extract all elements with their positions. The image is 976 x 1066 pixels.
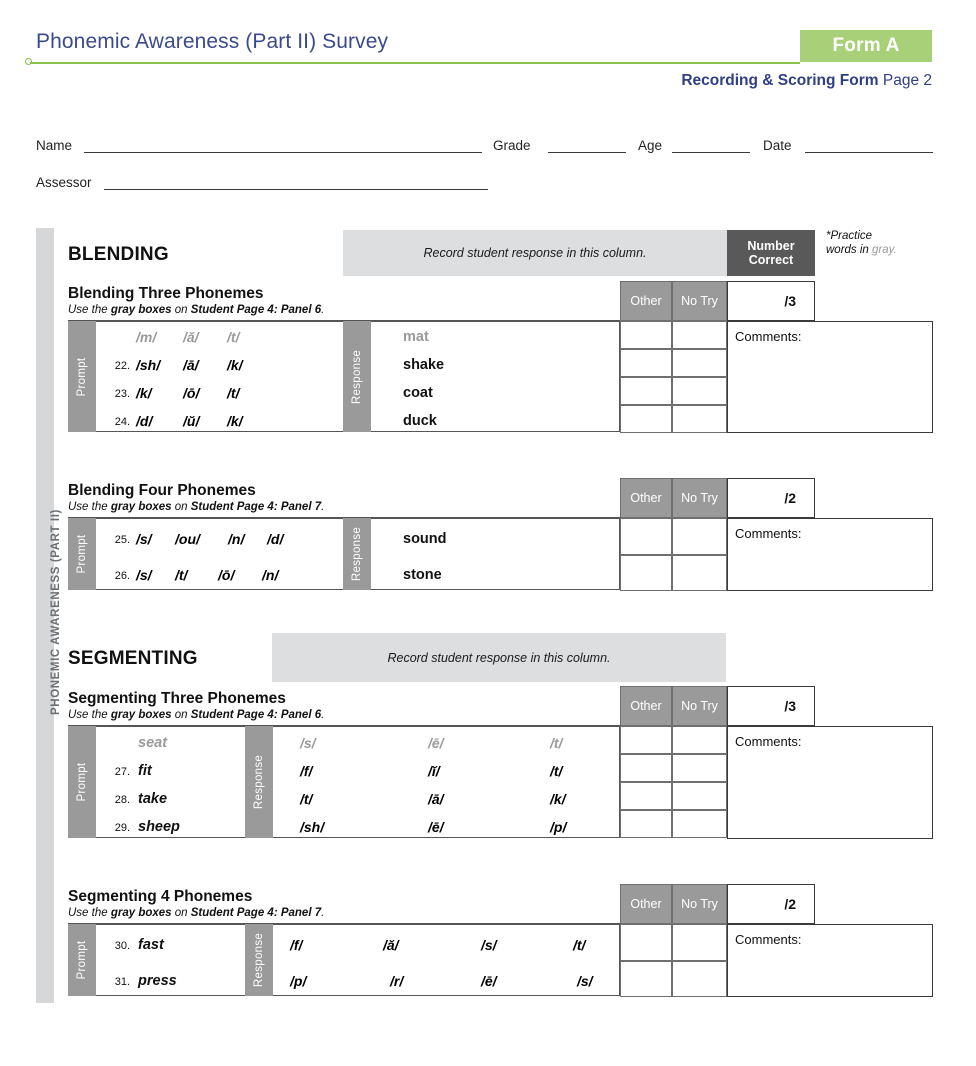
row-number: 24. — [114, 416, 130, 428]
prompt-word: fast — [138, 937, 164, 953]
phoneme: /f/ — [300, 763, 313, 779]
record-bar-blending — [343, 230, 727, 276]
checkbox-no-try[interactable] — [672, 810, 727, 838]
checkbox-other[interactable] — [620, 782, 672, 810]
checkbox-other[interactable] — [620, 754, 672, 782]
phoneme: /ē/ — [428, 735, 444, 751]
prompt-tab-label: Prompt — [76, 940, 88, 980]
phoneme: /ā/ — [183, 357, 199, 373]
name-input-line[interactable] — [84, 152, 482, 153]
label-age: Age — [638, 138, 663, 153]
response-word: sound — [403, 531, 447, 547]
row-number: 29. — [114, 822, 130, 834]
comments-label: Comments: — [735, 734, 802, 749]
row-number: 27. — [114, 766, 130, 778]
header-no-try-segmenting-four: No Try — [672, 884, 727, 924]
phoneme: /ĭ/ — [428, 763, 440, 779]
checkbox-other[interactable] — [620, 321, 672, 349]
prompt-tab-blending-three — [68, 321, 96, 432]
prompt-tab-blending-four — [68, 518, 96, 590]
note-pre: Use the — [68, 304, 111, 316]
section-side-tab — [36, 228, 62, 1003]
phoneme: /t/ — [175, 567, 188, 583]
practice-words-note — [826, 229, 897, 258]
note-bold-2: Student Page 4: Panel 6 — [190, 709, 322, 721]
number-correct-line1: Number — [747, 238, 795, 253]
checkbox-no-try[interactable] — [672, 321, 727, 349]
subsection-note-segmenting-four — [68, 907, 324, 919]
date-input-line[interactable] — [805, 152, 933, 153]
record-bar-segmenting — [272, 633, 726, 682]
note-bold-1: gray boxes — [110, 709, 172, 721]
comments-label: Comments: — [735, 329, 802, 344]
phoneme: /t/ — [550, 763, 563, 779]
note-mid: on — [171, 304, 191, 316]
note-mid: on — [171, 501, 191, 513]
phoneme: /k/ — [136, 385, 152, 401]
phoneme: /ou/ — [175, 531, 200, 547]
prompt-tab-label: Prompt — [76, 534, 88, 574]
header-other-segmenting-four: Other — [620, 884, 672, 924]
section-title-blending: BLENDING — [68, 244, 169, 265]
phoneme: /r/ — [390, 973, 404, 989]
phoneme: /s/ — [481, 937, 497, 953]
phoneme: /p/ — [290, 973, 307, 989]
phoneme: /t/ — [227, 329, 240, 345]
response-tab-label: Response — [351, 349, 363, 404]
subsection-note-blending-four — [68, 501, 324, 513]
phoneme: /ŭ/ — [183, 413, 200, 429]
response-tab-segmenting-four — [245, 924, 273, 996]
phoneme: /ă/ — [183, 329, 199, 345]
phoneme: /t/ — [227, 385, 240, 401]
prompt-word: take — [138, 791, 168, 807]
phoneme: /t/ — [550, 735, 563, 751]
form-badge: Form A — [800, 30, 932, 62]
phoneme: /k/ — [227, 413, 243, 429]
row-number: 25. — [114, 534, 130, 546]
section-title-segmenting: SEGMENTING — [68, 648, 198, 669]
header-no-try-segmenting-three: No Try — [672, 686, 727, 726]
checkbox-other[interactable] — [620, 349, 672, 377]
note-pre: Use the — [68, 907, 111, 919]
practice-note-gray: gray. — [872, 244, 897, 257]
practice-note-line1: *Practice — [826, 230, 873, 242]
row-number: 23. — [114, 388, 130, 400]
row-number: 30. — [114, 940, 130, 952]
header-no-try-blending-four: No Try — [672, 478, 727, 518]
phoneme: /ă/ — [383, 937, 399, 953]
phoneme: /ē/ — [428, 819, 444, 835]
checkbox-no-try[interactable] — [672, 405, 727, 433]
response-word: coat — [403, 385, 433, 401]
phoneme: /t/ — [573, 937, 586, 953]
checkbox-no-try[interactable] — [672, 924, 727, 961]
number-correct-header-blending — [727, 230, 815, 276]
checkbox-other[interactable] — [620, 726, 672, 754]
comments-label: Comments: — [735, 526, 802, 541]
header-no-try-blending-three: No Try — [672, 281, 727, 321]
checkbox-no-try[interactable] — [672, 555, 727, 591]
subsection-title-blending-three: Blending Three Phonemes — [68, 285, 264, 302]
response-word: shake — [403, 357, 445, 373]
phoneme: /s/ — [577, 973, 593, 989]
header-other-blending-four: Other — [620, 478, 672, 518]
note-end: . — [321, 304, 325, 316]
checkbox-other[interactable] — [620, 924, 672, 961]
note-pre: Use the — [68, 501, 111, 513]
response-tab-blending-three — [343, 321, 371, 432]
note-bold-1: gray boxes — [110, 304, 172, 316]
phoneme: /sh/ — [136, 357, 161, 373]
note-mid: on — [171, 907, 191, 919]
comments-label: Comments: — [735, 932, 802, 947]
score-box-blending-four[interactable]: /2 — [727, 478, 815, 518]
phoneme: /f/ — [290, 937, 303, 953]
note-bold-1: gray boxes — [110, 501, 172, 513]
label-assessor: Assessor — [36, 175, 92, 190]
prompt-tab-label: Prompt — [76, 762, 88, 802]
response-tab-label: Response — [253, 932, 265, 988]
checkbox-other[interactable] — [620, 810, 672, 838]
phoneme: /ō/ — [218, 567, 235, 583]
score-box-segmenting-four[interactable]: /2 — [727, 884, 815, 924]
phoneme: /n/ — [228, 531, 245, 547]
score-box-segmenting-three[interactable]: /3 — [727, 686, 815, 726]
phoneme: /ā/ — [428, 791, 444, 807]
header-page-number: Page 2 — [878, 72, 932, 89]
label-name: Name — [36, 138, 73, 153]
checkbox-other[interactable] — [620, 518, 672, 555]
phoneme: /sh/ — [300, 819, 325, 835]
phoneme: /ō/ — [183, 385, 200, 401]
prompt-word: fit — [138, 763, 152, 779]
note-bold-2: Student Page 4: Panel 6 — [190, 304, 322, 316]
checkbox-other[interactable] — [620, 555, 672, 591]
checkbox-other[interactable] — [620, 377, 672, 405]
note-bold-2: Student Page 4: Panel 7 — [190, 907, 322, 919]
practice-note-line2: words in — [826, 244, 873, 257]
response-word: duck — [403, 413, 437, 429]
note-mid: on — [171, 709, 191, 721]
header-rule — [30, 62, 800, 64]
note-end: . — [321, 907, 325, 919]
row-number: 22. — [114, 360, 130, 372]
age-input-line[interactable] — [672, 152, 750, 153]
response-word: stone — [403, 567, 442, 583]
checkbox-no-try[interactable] — [672, 349, 727, 377]
number-correct-line2: Correct — [748, 253, 794, 267]
record-bar-segmenting-text: Record student response in this column. — [387, 650, 611, 665]
phoneme: /p/ — [550, 819, 567, 835]
row-number: 31. — [114, 976, 130, 988]
prompt-tab-segmenting-three — [68, 726, 96, 838]
prompt-tab-label: Prompt — [76, 357, 88, 396]
phoneme: /d/ — [267, 531, 284, 547]
prompt-tab-segmenting-four — [68, 924, 96, 996]
checkbox-no-try[interactable] — [672, 518, 727, 555]
row-number: 28. — [114, 794, 130, 806]
phoneme: /k/ — [550, 791, 566, 807]
label-date: Date — [763, 138, 792, 153]
phoneme: /t/ — [300, 791, 313, 807]
score-box-blending-three[interactable]: /3 — [727, 281, 815, 321]
phoneme: /d/ — [136, 413, 153, 429]
subsection-title-blending-four: Blending Four Phonemes — [68, 482, 256, 499]
note-bold-2: Student Page 4: Panel 7 — [190, 501, 322, 513]
header-other-segmenting-three: Other — [620, 686, 672, 726]
phoneme: /s/ — [300, 735, 316, 751]
checkbox-no-try[interactable] — [672, 782, 727, 810]
subsection-note-segmenting-three — [68, 709, 324, 721]
phoneme: /s/ — [136, 567, 152, 583]
row-number: 26. — [114, 570, 130, 582]
phoneme: /s/ — [136, 531, 152, 547]
assessor-input-line[interactable] — [104, 189, 488, 190]
header-subtitle — [681, 72, 932, 90]
subsection-title-segmenting-four: Segmenting 4 Phonemes — [68, 888, 253, 905]
phoneme: /ē/ — [481, 973, 497, 989]
header-subtitle-bold: Recording & Scoring Form — [681, 72, 879, 89]
checkbox-other[interactable] — [620, 961, 672, 997]
note-bold-1: gray boxes — [110, 907, 172, 919]
record-bar-blending-text: Record student response in this column. — [423, 246, 647, 260]
response-tab-segmenting-three — [245, 726, 273, 838]
phoneme: /m/ — [136, 329, 157, 345]
checkbox-no-try[interactable] — [672, 754, 727, 782]
header-other-blending-three: Other — [620, 281, 672, 321]
checkbox-no-try[interactable] — [672, 726, 727, 754]
response-tab-label: Response — [253, 754, 265, 810]
note-pre: Use the — [68, 709, 111, 721]
phoneme: /k/ — [227, 357, 243, 373]
response-tab-label: Response — [351, 526, 363, 582]
subsection-title-segmenting-three: Segmenting Three Phonemes — [68, 690, 286, 707]
checkbox-no-try[interactable] — [672, 961, 727, 997]
prompt-word: seat — [138, 735, 168, 751]
checkbox-other[interactable] — [620, 405, 672, 433]
section-side-tab-label: PHONEMIC AWARENESS (PART II) — [50, 509, 62, 715]
subsection-note-blending-three — [68, 304, 324, 316]
label-grade: Grade — [493, 138, 531, 153]
prompt-word: sheep — [138, 819, 180, 835]
response-word: mat — [403, 329, 429, 345]
response-tab-blending-four — [343, 518, 371, 590]
phoneme: /n/ — [262, 567, 279, 583]
grade-input-line[interactable] — [548, 152, 626, 153]
prompt-word: press — [138, 973, 177, 989]
note-end: . — [321, 709, 325, 721]
page-title: Phonemic Awareness (Part II) Survey — [36, 30, 389, 53]
note-end: . — [321, 501, 325, 513]
checkbox-no-try[interactable] — [672, 377, 727, 405]
